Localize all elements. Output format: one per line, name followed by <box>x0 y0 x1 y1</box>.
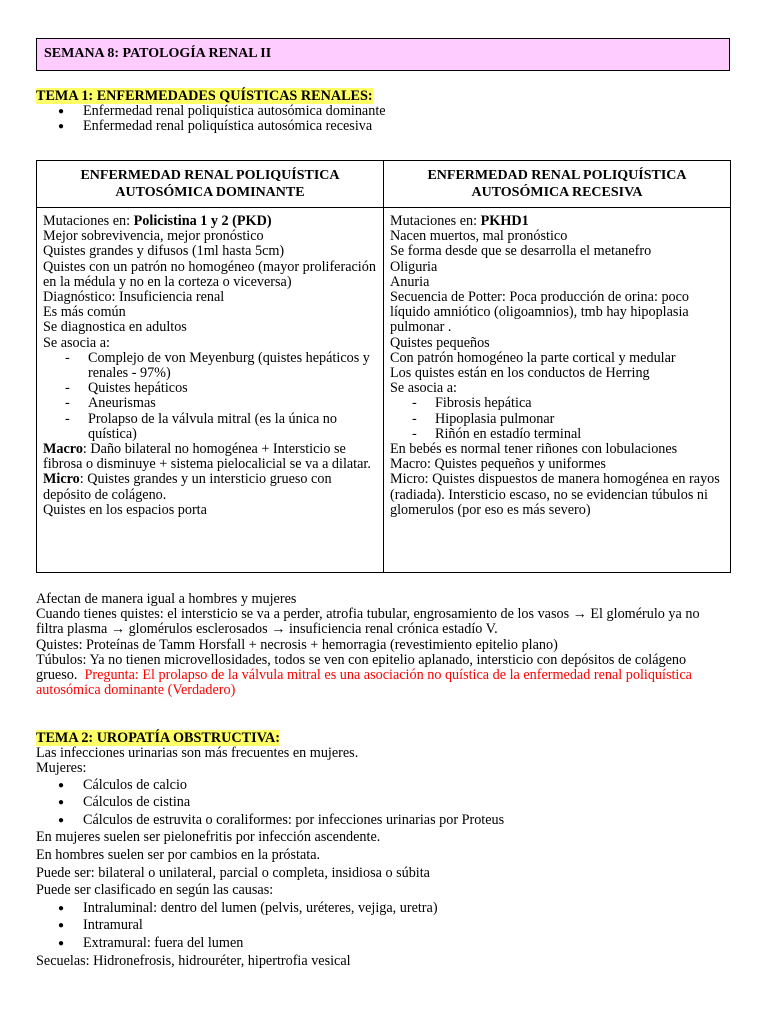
paragraph: Quistes: Proteínas de Tamm Horsfall + necrosis + hemorragia (revestimiento epitelio plano) <box>36 636 558 653</box>
text-line: Secuencia de Potter: Poca producción de orina: poco líquido amniótico (oligoamnios), tmb hay hipoplasia pulmonar . <box>390 289 690 336</box>
text-line: Oliguria <box>390 258 438 275</box>
paragraph: Secuelas: Hidronefrosis, hidrouréter, hipertrofia vesical <box>36 952 351 969</box>
association-list <box>390 396 724 442</box>
text-line: Quistes en los espacios porta <box>43 501 207 518</box>
list-item: - Riñón en estadío terminal <box>390 427 724 442</box>
paragraph: Cuando tienes quistes: el intersticio se va a perder, atrofia tubular, engrosamiento de los vasos → El glomérulo ya no filtra plasma → glomérulos esclerosados → insuficiencia renal crónica estadío V. <box>36 606 700 638</box>
paragraph: Puede ser clasificado en según las causas: <box>36 882 274 899</box>
left-column-header: ENFERMEDAD RENAL POLIQUÍSTICA AUTOSÓMICA DOMINANTE <box>37 161 384 208</box>
text-line: Se diagnostica en adultos <box>43 319 187 336</box>
causas-list <box>36 900 730 953</box>
text-line: Con patrón homogéneo la parte cortical y medular <box>390 349 676 366</box>
association-list <box>43 351 377 442</box>
text-line: Se asocia a: <box>390 380 457 397</box>
text-line: Nacen muertos, mal pronóstico <box>390 228 568 245</box>
text-line: Mejor sobrevivencia, mejor pronóstico <box>43 228 264 245</box>
tema2-title: TEMA 2: UROPATÍA OBSTRUCTIVA: <box>36 730 280 746</box>
list-item: - Complejo de von Meyenburg (quistes hepáticos y renales - 97%) <box>43 351 377 381</box>
right-column-header: ENFERMEDAD RENAL POLIQUÍSTICA AUTOSÓMICA RECESIVA <box>384 161 731 208</box>
list-item: ● Cálculos de estruvita o coraliformes: por infecciones urinarias por Proteus <box>36 812 730 830</box>
after-table-section <box>36 592 730 698</box>
micro-text: : Quistes grandes y un intersticio grueso con depósito de colágeno. <box>43 471 332 503</box>
text-line: Diagnóstico: Insuficiencia renal <box>43 289 225 306</box>
text-line: Se asocia a: <box>43 334 110 351</box>
paragraph: Mujeres: <box>36 760 87 777</box>
tema1-section <box>36 89 736 135</box>
text-line: En bebés es normal tener riñones con lobulaciones <box>390 441 678 458</box>
text-line: Quistes grandes y difusos (1ml hasta 5cm) <box>43 243 285 260</box>
paragraph: Puede ser: bilateral o unilateral, parcial o completa, insidiosa o súbita <box>36 864 430 881</box>
week-header-text: SEMANA 8: PATOLOGÍA RENAL II <box>44 46 272 61</box>
question-text: Pregunta: El prolapso de la válvula mitral es una asociación no quística de la enfermedad renal poliquística autosómica dominante (Verdadero) <box>36 667 692 699</box>
text-line: Es más común <box>43 304 126 321</box>
calculos-list <box>36 777 730 830</box>
text-line: Quistes con un patrón no homogéneo (mayor proliferación en la médula y no en la corteza o viceversa) <box>43 258 376 290</box>
text-line: Anuria <box>390 273 430 290</box>
list-item: ● Cálculos de cistina <box>36 794 730 812</box>
list-item: ● Cálculos de calcio <box>36 777 730 795</box>
list-item: - Quistes hepáticos <box>43 381 377 396</box>
right-column-cell <box>384 208 731 573</box>
left-column-cell <box>37 208 384 573</box>
list-item: ● Intraluminal: dentro del lumen (pelvis, uréteres, vejiga, uretra) <box>36 900 730 918</box>
comparison-table <box>36 160 731 573</box>
mutation-value: PKHD1 <box>480 213 529 229</box>
tema2-section <box>36 731 730 970</box>
list-item: ● Extramural: fuera del lumen <box>36 935 730 953</box>
text-line: Los quistes están en los conductos de Herring <box>390 365 650 382</box>
text-line: Macro: Quistes pequeños y uniformes <box>390 456 606 473</box>
macro-label: Macro <box>43 441 83 458</box>
macro-text: : Daño bilateral no homogénea + Intersticio se fibrosa o disminuye + sistema pielocalicial se va a dilatar. <box>43 441 371 473</box>
week-header <box>36 38 730 71</box>
mutation-value: Policistina 1 y 2 (PKD) <box>133 213 272 229</box>
list-item: ● Intramural <box>36 917 730 935</box>
text-line: Quistes pequeños <box>390 334 490 351</box>
table-header-row <box>37 161 731 208</box>
list-item: ● Enfermedad renal poliquística autosómica dominante <box>36 104 736 119</box>
list-item: - Prolapso de la válvula mitral (es la única no quística) <box>43 412 377 442</box>
tema1-title: TEMA 1: ENFERMEDADES QUÍSTICAS RENALES: <box>36 88 373 104</box>
table-body-row <box>37 208 731 573</box>
text-line: Micro: Quistes dispuestos de manera homogénea en rayos (radiada). Intersticio escaso, no se evidencian túbulos ni glomerulos (por eso es más severo) <box>390 471 720 518</box>
text-line: Se forma desde que se desarrolla el metanefro <box>390 243 652 260</box>
paragraph: Las infecciones urinarias son más frecuentes en mujeres. <box>36 745 359 762</box>
list-item: ● Enfermedad renal poliquística autosómica recesiva <box>36 119 736 134</box>
paragraph: En mujeres suelen ser pielonefritis por infección ascendente. <box>36 829 381 846</box>
tema1-list <box>36 104 736 134</box>
paragraph: Túbulos: Ya no tienen microvellosidades, todos se ven con epitelio aplanado, intersticio con depósitos de colágeno grueso. <box>36 651 687 684</box>
list-item: - Fibrosis hepática <box>390 396 724 411</box>
paragraph: En hombres suelen ser por cambios en la próstata. <box>36 846 321 863</box>
paragraph: Afectan de manera igual a hombres y mujeres <box>36 591 297 607</box>
mutation-label: Mutaciones en: <box>390 213 481 229</box>
micro-label: Micro <box>43 471 80 488</box>
list-item: - Hipoplasia pulmonar <box>390 412 724 427</box>
list-item: - Aneurismas <box>43 396 377 411</box>
mutation-label: Mutaciones en: <box>43 213 134 229</box>
